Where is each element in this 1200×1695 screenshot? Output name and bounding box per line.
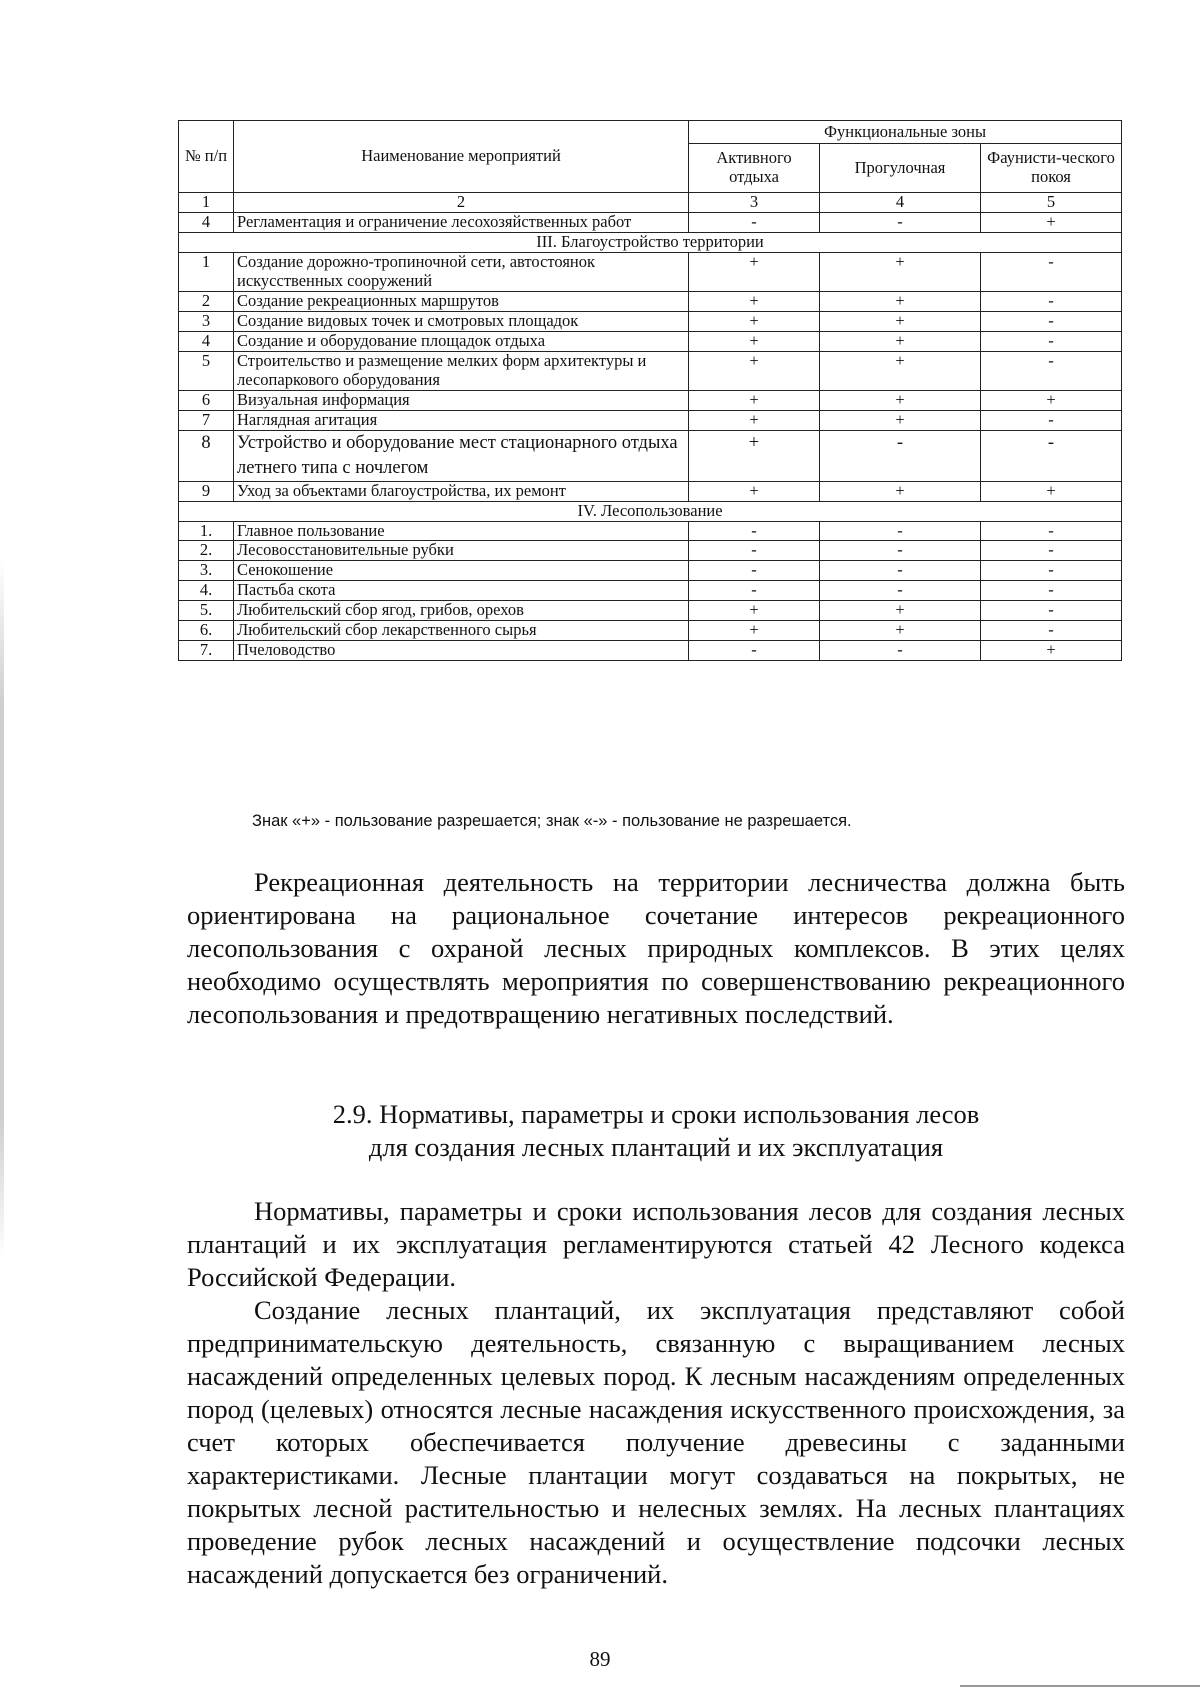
row-number: 6. (179, 621, 234, 641)
column-index: 5 (981, 193, 1122, 213)
row-number: 3 (179, 311, 234, 331)
row-measure-name: Строительство и размещение мелких форм архитектуры и лесопаркового оборудования (234, 351, 689, 390)
row-number: 3. (179, 561, 234, 581)
mark-active-zone: + (689, 351, 820, 390)
mark-walk-zone: - (820, 581, 981, 601)
row-number: 5. (179, 601, 234, 621)
mark-walk-zone: + (820, 351, 981, 390)
row-measure-name: Создание видовых точек и смотровых площадок (234, 311, 689, 331)
row-number: 4 (179, 331, 234, 351)
row-number: 1. (179, 521, 234, 541)
header-zone-fauna: Фаунисти-ческого покоя (981, 144, 1122, 193)
row-measure-name: Любительский сбор ягод, грибов, орехов (234, 601, 689, 621)
mark-fauna-zone: + (981, 390, 1122, 410)
row-measure-name: Главное пользование (234, 521, 689, 541)
mark-active-zone: - (689, 521, 820, 541)
row-number: 4 (179, 212, 234, 232)
row-number: 4. (179, 581, 234, 601)
mark-active-zone: - (689, 561, 820, 581)
mark-walk-zone: + (820, 252, 981, 291)
mark-active-zone: + (689, 410, 820, 430)
table-row (179, 390, 1122, 410)
row-number: 7. (179, 641, 234, 661)
row-number: 5 (179, 351, 234, 390)
mark-fauna-zone: - (981, 331, 1122, 351)
row-measure-name: Сенокошение (234, 561, 689, 581)
table-header (179, 121, 1122, 213)
section-title-forest-use: IV. Лесопользование (179, 501, 1122, 521)
table-row (179, 311, 1122, 331)
row-number: 2. (179, 541, 234, 561)
table-row (179, 561, 1122, 581)
section-heading-line1: 2.9. Нормативы, параметры и сроки использования лесов (332, 1099, 980, 1129)
mark-active-zone: + (689, 621, 820, 641)
section-row (179, 232, 1122, 252)
column-index: 3 (689, 193, 820, 213)
table-row (179, 430, 1122, 481)
header-zones: Функциональные зоны (689, 121, 1122, 144)
mark-fauna-zone: - (981, 621, 1122, 641)
mark-walk-zone: - (820, 521, 981, 541)
row-measure-name: Визуальная информация (234, 390, 689, 410)
table-row (179, 212, 1122, 232)
row-measure-name: Создание дорожно-тропиночной сети, автостоянок искусственных сооружений (234, 252, 689, 291)
mark-walk-zone: + (820, 601, 981, 621)
section-row (179, 501, 1122, 521)
row-measure-name: Лесовосстановительные рубки (234, 541, 689, 561)
table-row (179, 331, 1122, 351)
mark-fauna-zone: - (981, 430, 1122, 481)
row-number: 2 (179, 291, 234, 311)
table-row (179, 252, 1122, 291)
row-measure-name: Уход за объектами благоустройства, их ремонт (234, 481, 689, 501)
mark-fauna-zone: - (981, 561, 1122, 581)
table-row (179, 481, 1122, 501)
mark-walk-zone: + (820, 390, 981, 410)
row-measure-name: Любительский сбор лекарственного сырья (234, 621, 689, 641)
mark-active-zone: + (689, 252, 820, 291)
measures-table (178, 120, 1122, 661)
mark-fauna-zone: - (981, 311, 1122, 331)
mark-fauna-zone: - (981, 521, 1122, 541)
row-number: 1 (179, 252, 234, 291)
table-row (179, 641, 1122, 661)
row-number: 8 (179, 430, 234, 481)
bottom-scan-line (960, 1685, 1200, 1687)
section-title-improvement: III. Благоустройство территории (179, 232, 1122, 252)
table-row (179, 291, 1122, 311)
table-row (179, 601, 1122, 621)
mark-fauna-zone: - (981, 291, 1122, 311)
mark-fauna-zone: + (981, 481, 1122, 501)
section-heading (187, 1098, 1125, 1164)
page-number: 89 (589, 1647, 611, 1671)
row-number: 6 (179, 390, 234, 410)
row-number: 7 (179, 410, 234, 430)
table-row (179, 541, 1122, 561)
header-name: Наименование мероприятий (234, 121, 689, 193)
mark-walk-zone: - (820, 430, 981, 481)
mark-active-zone: - (689, 541, 820, 561)
table-body (179, 212, 1122, 660)
column-index: 4 (820, 193, 981, 213)
row-measure-name: Наглядная агитация (234, 410, 689, 430)
row-measure-name: Создание и оборудование площадок отдыха (234, 331, 689, 351)
mark-walk-zone: + (820, 621, 981, 641)
row-measure-name: Устройство и оборудование мест стационарного отдыха летнего типа с ночлегом (234, 430, 689, 481)
mark-walk-zone: + (820, 410, 981, 430)
mark-active-zone: - (689, 581, 820, 601)
mark-walk-zone: - (820, 561, 981, 581)
mark-fauna-zone: - (981, 541, 1122, 561)
row-measure-name: Пчеловодство (234, 641, 689, 661)
section-heading-line2: для создания лесных плантаций и их эксплуатация (368, 1132, 944, 1162)
header-zone-active: Активного отдыха (689, 144, 820, 193)
mark-active-zone: + (689, 481, 820, 501)
mark-walk-zone: - (820, 212, 981, 232)
mark-active-zone: + (689, 311, 820, 331)
mark-walk-zone: + (820, 311, 981, 331)
table-row (179, 351, 1122, 390)
mark-fauna-zone: - (981, 351, 1122, 390)
table-row (179, 521, 1122, 541)
paragraph-recreation: Рекреационная деятельность на территории лесничества должна быть ориентирована на рациональное сочетание интересов рекреационного лесопользования с охраной лесных природных комплексов. В этих целях необходимо осуществлять мероприятия по совершенствованию рекреационного лесопользования и предотвращению негативных последствий. (187, 867, 1125, 1029)
row-measure-name: Регламентация и ограничение лесохозяйственных работ (234, 212, 689, 232)
mark-fauna-zone: + (981, 641, 1122, 661)
mark-walk-zone: + (820, 331, 981, 351)
header-zone-walk: Прогулочная (820, 144, 981, 193)
mark-active-zone: + (689, 601, 820, 621)
paragraph-norms: Нормативы, параметры и сроки использования лесов для создания лесных плантаций и их эксплуатация регламентируются статьей 42 Лесного кодекса Российской Федерации. (187, 1196, 1125, 1292)
column-index: 2 (234, 193, 689, 213)
mark-fauna-zone: - (981, 601, 1122, 621)
mark-fauna-zone: - (981, 410, 1122, 430)
mark-walk-zone: + (820, 481, 981, 501)
scan-edge-shadow (0, 560, 4, 1260)
row-measure-name: Пастьба скота (234, 581, 689, 601)
mark-active-zone: - (689, 641, 820, 661)
mark-active-zone: + (689, 430, 820, 481)
table-legend-note: Знак «+» - пользование разрешается; знак «-» - пользование не разрешается. (252, 812, 852, 830)
column-index: 1 (179, 193, 234, 213)
table-row (179, 410, 1122, 430)
column-index-row (179, 193, 1122, 213)
mark-walk-zone: + (820, 291, 981, 311)
paragraph-plantations: Создание лесных плантаций, их эксплуатация представляют собой предпринимательскую деятельность, связанную с выращиванием лесных насаждений определенных целевых пород. К лесным насаждениям определенных пород (целевых) относятся лесные насаждения искусственного происхождения, за счет которых обеспечивается получение древесины с заданными характеристиками. Лесные плантации могут создаваться на покрытых, не покрытых лесной растительностью и нелесных землях. На лесных плантациях проведение рубок лесных насаждений и осуществление подсочки лесных насаждений допускается без ограничений. (187, 1295, 1125, 1589)
mark-active-zone: - (689, 212, 820, 232)
mark-fauna-zone: - (981, 581, 1122, 601)
mark-fauna-zone: + (981, 212, 1122, 232)
row-measure-name: Создание рекреационных маршрутов (234, 291, 689, 311)
row-number: 9 (179, 481, 234, 501)
table-row (179, 621, 1122, 641)
mark-walk-zone: - (820, 641, 981, 661)
mark-active-zone: + (689, 331, 820, 351)
mark-active-zone: + (689, 390, 820, 410)
mark-walk-zone: - (820, 541, 981, 561)
table-row (179, 581, 1122, 601)
header-num: № п/п (179, 121, 234, 193)
mark-active-zone: + (689, 291, 820, 311)
mark-fauna-zone: - (981, 252, 1122, 291)
